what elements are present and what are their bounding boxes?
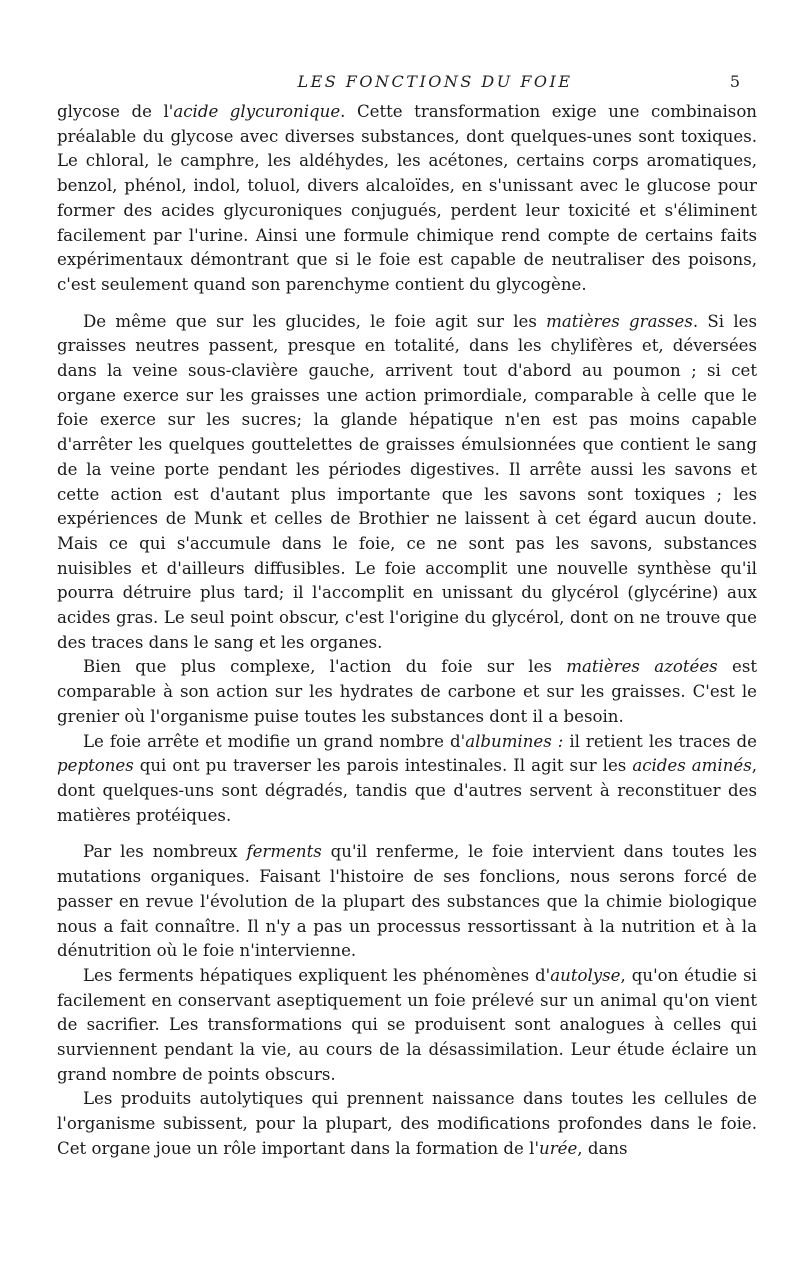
emphasis-term: matières azotées bbox=[566, 657, 718, 677]
text-run: , dont quelques-uns sont dégradés, tandis que d'autres servent à reconstituer des matières protéiques. bbox=[57, 756, 757, 825]
text-run: qu'il renferme, le foie intervient dans toutes les mutations organiques. Faisant l'histoire de ses fonclions, nous serons forcé de passer en revue l'évolution de la plupart des substances que la chimie biologique nous a fait connaître. Il n'y a pas un processus ressortissant à la nutrition et à la dénutrition où le foie n'intervienne. bbox=[57, 842, 758, 961]
paragraph-p6 bbox=[57, 964, 757, 1088]
emphasis-term: ferments bbox=[246, 842, 322, 862]
text-run: Par les nombreux bbox=[83, 842, 247, 862]
text-run: il retient les traces de bbox=[563, 731, 757, 751]
running-header bbox=[0, 72, 800, 96]
text-run: , qu'on étudie si facilement en conservant aseptiquement un foie prélevé sur un animal qu'on vient de sacrifier. Les transformations qui se produisent sont analogues à celles qui surviennent pendant la vie, au cours de la désassimilation. Leur étude éclaire un grand nombre de points obscurs. bbox=[57, 965, 757, 1084]
text-run: Le foie arrête et modifie un grand nombre d' bbox=[83, 731, 466, 751]
text-run: qui ont pu traverser les parois intestinales. Il agit sur les bbox=[133, 756, 633, 776]
emphasis-term: autolyse bbox=[550, 965, 621, 985]
paragraph-p1 bbox=[57, 100, 757, 298]
text-run: Les ferments hépatiques expliquent les phénomènes d' bbox=[83, 965, 551, 985]
emphasis-term: acide glycuronique bbox=[173, 102, 341, 121]
emphasis-term: peptones bbox=[57, 756, 134, 776]
text-run: . Si les graisses neutres passent, presque en totalité, dans les chylifères et, déversées dans la veine sous-clavière gauche, arrivent tout d'abord au poumon ; si cet organe exerce sur les graisses une action primordiale, comparable à celle que le foie exerce sur les sucres; la glande hépatique n'en est pas moins capable d'arrêter les quelques gouttelettes de graisses émulsionnées que contient le sang de la veine porte pendant les périodes digestives. Il arrête aussi les savons et cette action est d'autant plus importante que les savons sont toxiques ; les expériences de Munk et celles de Brothier ne laissent à cet égard aucun doute. Mais ce qui s'accumule dans le foie, ce ne sont pas les savons, substances nuisibles et d'ailleurs diffusibles. Le foie accomplit une nouvelle synthèse qu'il pourra détruire plus tard; il l'accomplit en unissant du glycérol (glycérine) aux acides gras. Le seul point obscur, c'est l'origine du glycérol, dont on ne trouve que des traces dans le sang et les organes. bbox=[57, 311, 757, 652]
emphasis-term: matières grasses bbox=[546, 311, 693, 331]
page-number: 5 bbox=[729, 72, 740, 91]
emphasis-term: urée bbox=[539, 1138, 578, 1158]
paragraph-p3 bbox=[57, 655, 757, 729]
text-run: Les produits autolytiques qui prennent naissance dans toutes les cellules de l'organisme subissent, pour la plupart, des modifications profondes dans le foie. Cet organe joue un rôle important dans la formation de l' bbox=[57, 1089, 757, 1158]
text-run: De même que sur les glucides, le foie agit sur les bbox=[83, 311, 547, 331]
text-run: . Cette transformation exige une combinaison préalable du glycose avec diverses substances, dont quelques-unes sont toxiques. Le chloral, le camphre, les aldéhydes, les acétones, certains corps aromatiques, benzol, phénol, indol, toluol, divers alcaloïdes, en s'unissant avec le glucose pour former des acides glycuroniques conjugués, perdent leur toxicité et s'éliminent facilement par l'urine. Ainsi une formule chimique rend compte de certains faits expérimentaux démontrant que si le foie est capable de neutraliser des poisons, c'est seulement quand son parenchyme contient du glycogène. bbox=[57, 102, 757, 294]
text-run: Bien que plus complexe, l'action du foie sur les bbox=[83, 657, 567, 677]
paragraph-p2 bbox=[57, 310, 757, 656]
body-text bbox=[57, 100, 757, 1162]
text-run: est comparable à son action sur les hydrates de carbone et sur les graisses. C'est le grenier où l'organisme puise toutes les substances dont il a besoin. bbox=[57, 657, 758, 726]
emphasis-term: albumines : bbox=[465, 731, 564, 751]
text-run: , dans bbox=[577, 1138, 628, 1158]
paragraph-p7 bbox=[57, 1087, 757, 1161]
paragraph-p4 bbox=[57, 730, 757, 829]
running-title: LES FONCTIONS DU FOIE bbox=[297, 72, 573, 91]
emphasis-term: acides aminés bbox=[632, 756, 752, 776]
text-run: glycose de l' bbox=[57, 102, 174, 121]
paragraph-p5 bbox=[57, 840, 757, 964]
